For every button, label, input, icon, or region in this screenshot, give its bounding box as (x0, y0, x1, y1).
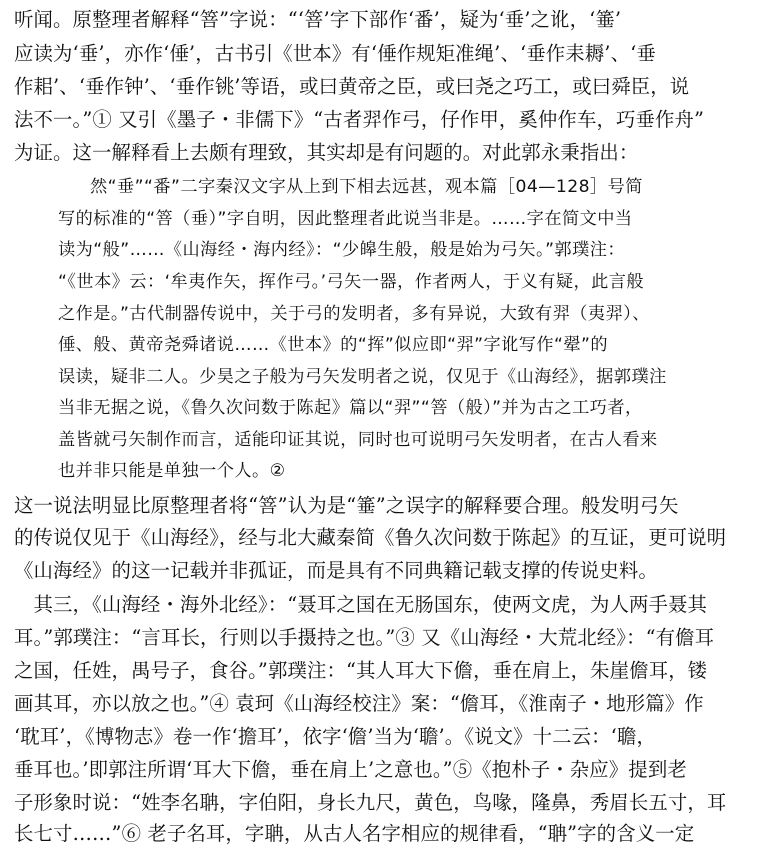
quote-line: 当非无据之说，《鲁久次问数于陈起》篇以“羿”“箁（般）”并为古之工巧者， (58, 398, 643, 418)
quote-line: 盖皆就弓矢制作而言，适能印证其说，同时也可说明弓矢发明者，在古人看来 (58, 430, 658, 450)
quote-line: 倕、般、黄帝尧舜诸说……《世本》的“挥”似应即“羿”字讹写作“翚”的 (58, 335, 608, 355)
text-line: 长七寸……”⑥ 老子名耳，字聃，从古人名字相应的规律看，“聃”字的含义一定 (14, 822, 695, 845)
text-line: 其三，《山海经・海外北经》：“聂耳之国在无肠国东，使两文虎，为人两手聂其 (14, 593, 708, 616)
text-line: 垂耳也。’即郭注所谓‘耳大下儋，垂在肩上’之意也。”⑤《抱朴子・杂应》提到老 (14, 758, 687, 781)
quote-line: 读为“般”……《山海经・海内经》：“少皞生般，般是始为弓矢。”郭璞注： (58, 240, 625, 260)
quote-line: 写的标准的“箁（垂）”字自明，因此整理者此说当非是。……字在简文中当 (58, 209, 633, 229)
quote-line: “《世本》云：‘牟夷作矢，挥作弓。’弓矢一器，作者两人，于义有疑，此言般 (58, 272, 645, 292)
text-line: 作耜’、‘垂作钟’、‘垂作铫’等语，或曰黄帝之臣，或曰尧之巧工，或曰舜臣，说 (14, 75, 690, 98)
text-line: 这一说法明显比原整理者将“箁”认为是“箠”之误字的解释要合理。般发明弓矢 (14, 494, 679, 517)
quote-line: 之作是。”古代制器传说中，关于弓的发明者，多有异说，大致有羿（夷羿）、 (58, 304, 650, 324)
text-line: 应读为‘垂’，亦作‘倕’，古书引《世本》有‘倕作规矩准绳’、‘垂作耒耨’、‘垂 (14, 42, 656, 65)
text-line: 听闻。原整理者解释“箁”字说：“‘箁’字下部作‘番’，疑为‘垂’之讹，‘箠’ (14, 8, 622, 31)
quote-line: 也并非只能是单独一个人。② (58, 461, 286, 481)
text-line: ‘耽耳’，《博物志》卷一作‘擔耳’，依字‘儋’当为‘聸’。《说文》十二云：‘聸， (14, 725, 656, 748)
text-line: 为证。这一解释看上去颇有理致，其实却是有问题的。对此郭永秉指出： (14, 141, 639, 164)
text-line: 之国，任姓，禺号子，食谷。”郭璞注：“其人耳大下儋，垂在肩上，朱崖儋耳，镂 (14, 659, 708, 682)
text-line: 的传说仅见于《山海经》，经与北大藏秦简《鲁久次问数于陈起》的互证，更可说明 (14, 526, 727, 549)
text-line: 子形象时说：“姓李名聃，字伯阳，身长九尺，黄色，鸟喙，隆鼻，秀眉长五寸，耳 (14, 791, 727, 814)
quote-line: 误读，疑非二人。少昊之子般为弓矢发明者之说，仅见于《山海经》，据郭璞注 (58, 367, 667, 387)
text-line: 《山海经》的这一记载并非孤证，而是具有不同典籍记载支撑的传说史料。 (14, 559, 658, 582)
text-line: 耳。”郭璞注：“言耳长，行则以手摄持之也。”③ 又《山海经・大荒北经》：“有儋耳 (14, 626, 715, 649)
text-line: 画其耳，亦以放之也。”④ 袁珂《山海经校注》案：“儋耳，《淮南子・地形篇》作 (14, 692, 704, 715)
text-line: 法不一。”① 又引《墨子・非儒下》“古者羿作弓，仔作甲，奚仲作车，巧垂作舟” (14, 108, 705, 131)
quote-line: 然“垂”“番”二字秦汉文字从上到下相去远甚，观本篇［04—128］号简 (90, 177, 643, 197)
